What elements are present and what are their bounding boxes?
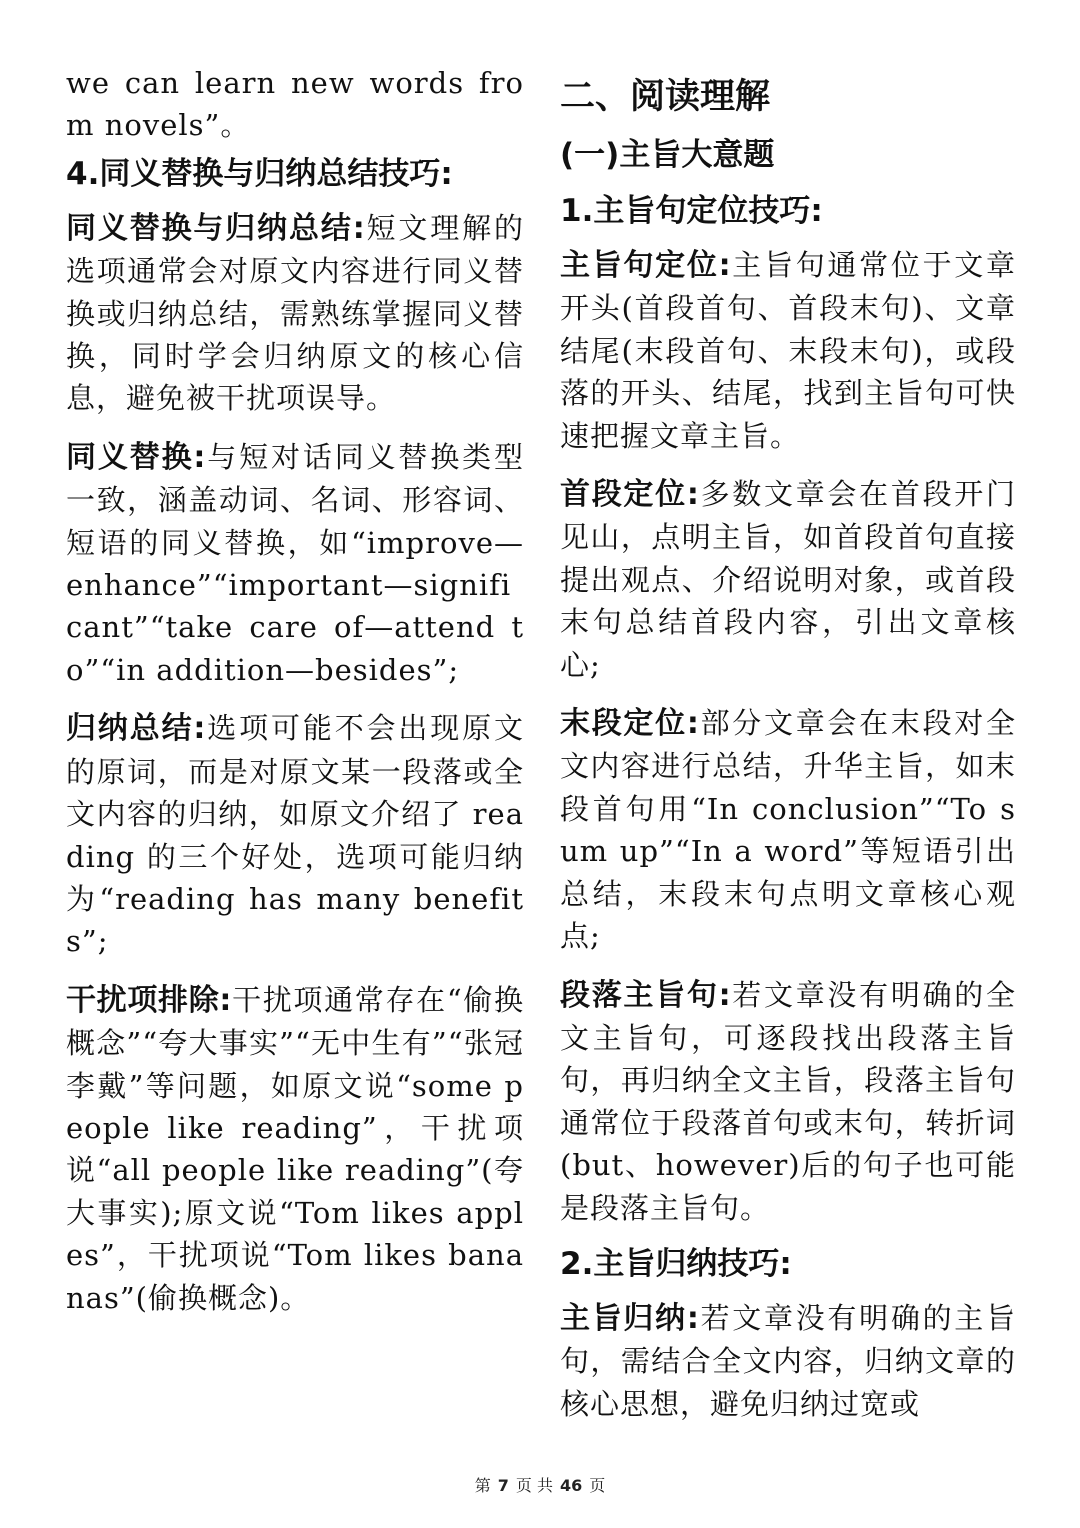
- paragraph-last-paragraph: [560, 702, 1016, 957]
- paragraph-text: 部分文章会在末段对全文内容进行总结，升华主旨，如末段首句用“In conclusion”“To sum up”“In a word”等短语引出总结，末段末句点明文章核心观点;: [560, 706, 1016, 954]
- paragraph-text: 多数文章会在首段开门见山，点明主旨，如首段首句直接提出观点、介绍说明对象，或首段末句总结首段内容，引出文章核心;: [560, 477, 1016, 682]
- paragraph-distractor: [66, 979, 524, 1319]
- section-heading-1: 1.主旨句定位技巧:: [560, 193, 823, 229]
- page-footer: [0, 1474, 1080, 1498]
- paragraph-text: we can learn new words from novels”。: [66, 66, 524, 143]
- paragraph-text: 短文理解的选项通常会对原文内容进行同义替换或归纳总结，需熟练掌握同义替换，同时学会归纳原文的核心信息，避免被干扰项误导。: [66, 210, 524, 416]
- paragraph-lead: 同义替换与归纳总结:: [66, 210, 365, 246]
- paragraph-first-paragraph: [560, 473, 1016, 686]
- paragraph-synonym-summary: [66, 207, 524, 420]
- section-heading-4: 4.同义替换与归纳总结技巧:: [66, 155, 453, 192]
- right-column: [560, 62, 1016, 1425]
- paragraph-lead: 段落主旨句:: [560, 977, 731, 1013]
- page-prefix: 第: [474, 1476, 491, 1495]
- paragraph-text: 主旨句通常位于文章开头(首段首句、首段末句)、文章结尾(末段首句、末段末句)，或段落的开头、结尾，找到主旨句可快速把握文章主旨。: [560, 248, 1016, 453]
- paragraph-text: 选项可能不会出现原文的原词，而是对原文某一段落或全文内容的归纳，如原文介绍了 reading 的三个好处，选项可能归纳为“reading has many benefits”;: [66, 711, 524, 959]
- paragraph-text: 与短对话同义替换类型一致，涵盖动词、名词、形容词、短语的同义替换，如“improve—enhance”“important—significant”“take care of—attend to”“in addition—besides”;: [66, 439, 524, 687]
- page-suffix: 页: [589, 1476, 606, 1495]
- paragraph-topic-sentence: [560, 244, 1016, 457]
- paragraph-lead: 主旨句定位:: [560, 248, 731, 283]
- left-column: [66, 62, 524, 1319]
- paragraph-text: 若文章没有明确的主旨句，需结合全文内容，归纳文章的核心思想，避免归纳过宽或: [560, 1300, 1016, 1421]
- paragraph-lead: 主旨归纳:: [560, 1300, 699, 1336]
- paragraph-main-idea-summary: [560, 1297, 1016, 1425]
- paragraph-lead: 同义替换:: [66, 439, 206, 475]
- paragraph-lead: 末段定位:: [560, 706, 699, 742]
- paragraph-text: 若文章没有明确的全文主旨句，可逐段找出段落主旨句，再归纳全文主旨，段落主旨句通常位于段落首句或末句，转折词(but、however)后的句子也可能是段落主旨句。: [560, 977, 1016, 1225]
- paragraph-lead: 干扰项排除:: [66, 982, 232, 1018]
- page-current: 7: [497, 1476, 509, 1495]
- paragraph-paragraph-topic: [560, 974, 1016, 1229]
- paragraph-lead: 首段定位:: [560, 477, 699, 513]
- paragraph-summary: [66, 707, 524, 962]
- paragraph-synonym: [66, 436, 524, 691]
- paragraph-text: 干扰项通常存在“偷换概念”“夸大事实”“无中生有”“张冠李戴”等问题，如原文说“some people like reading”，干扰项说“all people like reading”(夸大事实);原文说“Tom likes apples”，干扰项说“Tom likes bananas”(偷换概念)。: [66, 982, 524, 1315]
- section-title: 二、阅读理解: [560, 77, 771, 117]
- page-total: 46: [559, 1476, 583, 1495]
- paragraph-lead: 归纳总结:: [66, 711, 206, 747]
- subsection-title: (一)主旨大意题: [560, 137, 775, 173]
- section-heading-2: 2.主旨归纳技巧:: [560, 1245, 792, 1282]
- page-middle: 页 共: [515, 1476, 553, 1495]
- continued-paragraph: [66, 62, 524, 147]
